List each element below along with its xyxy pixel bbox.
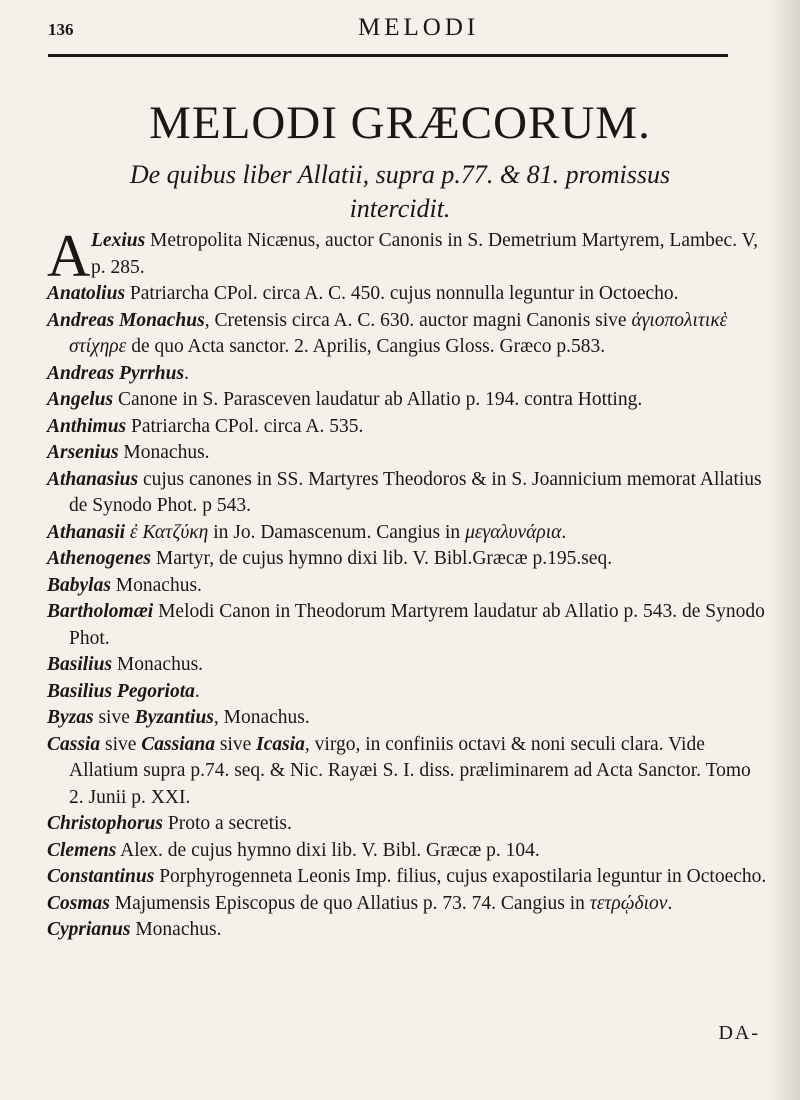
list-item: [47, 838, 767, 865]
entry-text: Canone in S. Parasceven laudatur ab Allatio p. 194. contra Hotting.: [113, 389, 643, 410]
list-item: [47, 705, 767, 732]
entry-name: Icasia: [256, 733, 305, 755]
page-number: 136: [48, 20, 74, 39]
entry-text: cujus canones in SS. Martyres Theodoros & in S. Joannicium memorat Allatius de Synodo Phot. p 543.: [69, 468, 762, 516]
entry-text: Monachus.: [130, 919, 222, 940]
entry-text: Alex. de cujus hymno dixi lib. V. Bibl. Græcæ p. 104.: [116, 839, 540, 861]
list-item: [47, 440, 767, 467]
greek-text: ἐ Κατζύκη: [129, 521, 209, 543]
entry-text: .: [667, 892, 673, 914]
entry-text: .: [184, 362, 189, 384]
entry-text: Patriarcha CPol. circa A. C. 450. cujus nonnulla leguntur in Octoecho.: [125, 283, 679, 304]
entry-text: sive: [100, 733, 142, 755]
list-item: [47, 891, 767, 918]
entry-name: Cosmas: [47, 892, 110, 914]
entry-name: Cassia: [47, 733, 101, 755]
entry-name: Christophorus: [47, 813, 163, 834]
entry-text: sive: [214, 733, 257, 755]
greek-text: τετρῴδιον: [589, 892, 668, 914]
entry-text: Majumensis Episcopus de quo Allatius p. 73. 74. Cangius in: [109, 892, 590, 914]
entry-name: Andreas Pyrrhus: [47, 362, 185, 384]
list-item: [47, 573, 767, 600]
entry-name: Anatolius: [47, 283, 126, 304]
entry-name: Bartholomæi: [47, 601, 154, 622]
entry-name: Andreas Monachus: [47, 309, 205, 331]
entry-text: Melodi Canon in Theodorum Martyrem laudatur ab Allatio p. 543. de Synodo Phot.: [69, 601, 765, 649]
list-item: [47, 599, 767, 652]
list-item: [47, 414, 767, 441]
list-item: [47, 308, 767, 361]
entry-name: Constantinus: [47, 866, 155, 887]
entry-name: Anthimus: [47, 415, 127, 437]
greek-text: μεγαλυνάρια: [465, 521, 562, 543]
entry-text: Monachus.: [118, 442, 210, 463]
running-title: MELODI: [358, 14, 480, 41]
list-item: [47, 679, 767, 706]
head-rule: [48, 54, 728, 57]
entry-name: Babylas: [47, 574, 111, 596]
subtitle: [30, 158, 770, 226]
list-item: [47, 467, 767, 520]
entry-name: Angelus: [47, 389, 114, 410]
entry-text: Metropolita Nicænus, auctor Canonis in S. Demetrium Martyrem, Lambec. V, p. 285.: [91, 230, 759, 278]
entry-name: Byzantius: [134, 707, 214, 728]
list-item: [47, 732, 767, 812]
catchword: DA-: [718, 1022, 760, 1044]
entry-text: Monachus.: [110, 574, 202, 596]
entry-name: Cyprianus: [47, 919, 131, 940]
entry-name: Byzas: [47, 707, 94, 728]
list-item: [47, 223, 767, 289]
entry-name: Lexius: [91, 230, 146, 251]
list-item: [47, 281, 767, 308]
page-edge-shadow: [770, 0, 800, 1100]
entry-name: Clemens: [47, 839, 117, 861]
entry-name: Athenogenes: [47, 548, 152, 569]
entry-text: Porphyrogenneta Leonis Imp. filius, cujus exapostilaria leguntur in Octoecho.: [154, 866, 767, 887]
list-item: [47, 361, 767, 388]
subtitle-line: De quibus liber Allatii, supra p.77. & 81. promissus: [129, 160, 671, 189]
subtitle-line: intercidit.: [349, 194, 451, 223]
entry-name: Athanasii: [47, 521, 126, 543]
entry-text: sive: [93, 707, 135, 728]
entry-name: Arsenius: [47, 442, 119, 463]
greek-text: ἁγιοπολιτικὲ στίχηρε: [69, 309, 728, 357]
entry-text: Martyr, de cujus hymno dixi lib. V. Bibl.Græcæ p.195.seq.: [151, 548, 613, 569]
entry-text: Proto a secretis.: [162, 813, 292, 834]
list-item: [47, 864, 767, 891]
entry-text: , virgo, in confiniis octavi & noni seculi clara. Vide Allatium supra p.74. seq. & Nic. Rayæi S. I. diss. præliminarem ad Acta Sanctor. Tomo 2. Junii p. XXI.: [69, 733, 751, 808]
page-title: MELODI GRÆCORUM.: [149, 97, 651, 149]
list-item: [47, 387, 767, 414]
drop-cap: A: [47, 223, 91, 289]
entry-text: .: [561, 521, 567, 543]
running-head: [48, 14, 758, 54]
list-item: [47, 652, 767, 679]
entry-name: Cassiana: [141, 733, 215, 755]
entry-text: , Monachus.: [213, 707, 310, 728]
entry-text: in Jo. Damascenum. Cangius in: [208, 521, 466, 543]
list-item: [47, 811, 767, 838]
entry-name: Athanasius: [47, 468, 139, 490]
entry-name: Basilius Pegoriota: [47, 680, 195, 702]
list-item: [47, 917, 767, 944]
list-item: [47, 546, 767, 573]
entry-text: de quo Acta sanctor. 2. Aprilis, Cangius Gloss. Græco p.583.: [126, 336, 606, 357]
entry-name: Basilius: [47, 654, 113, 675]
entry-text: Monachus.: [112, 654, 204, 675]
entry-list: [47, 223, 767, 944]
entry-text: Patriarcha CPol. circa A. 535.: [126, 415, 364, 437]
entry-text: , Cretensis circa A. C. 630. auctor magni Canonis sive: [204, 309, 632, 331]
entry-text: .: [194, 680, 200, 702]
list-item: [47, 520, 767, 547]
